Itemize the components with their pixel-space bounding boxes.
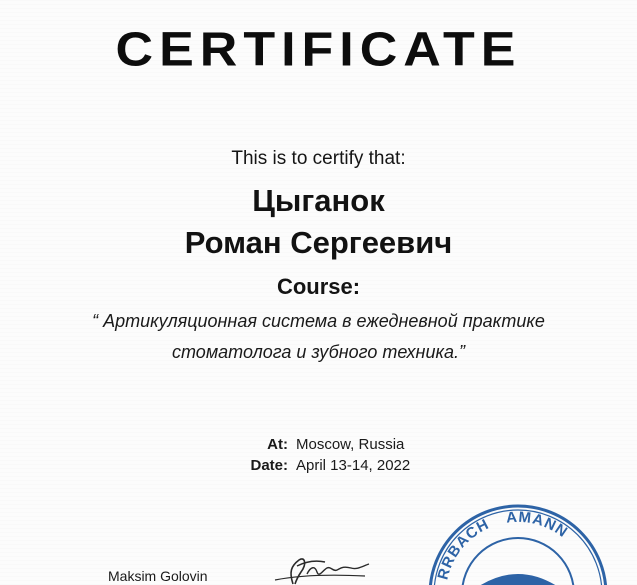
course-title-line-1: “ Артикуляционная система в ежедневной практике [92, 311, 545, 331]
certificate-title: CERTIFICATE [115, 23, 522, 77]
handwritten-signature [255, 526, 375, 585]
date-value: April 13-14, 2022 [296, 457, 411, 474]
recipient-given-names: Роман Сергеевич [184, 225, 453, 260]
svg-text:RRBACH AMANN [434, 509, 571, 582]
company-seal [428, 502, 608, 585]
certify-statement: This is to certify that: [231, 148, 406, 169]
location-label: At: [267, 436, 288, 453]
seal-text-right: AMANN [505, 508, 572, 542]
signer-name: Maksim Golovin [108, 568, 208, 584]
location-row [0, 436, 637, 456]
course-label: Course: [276, 274, 361, 299]
location-value: Moscow, Russia [296, 436, 405, 453]
course-title-line-2: стоматолога и зубного техника.” [172, 342, 465, 362]
date-label: Date: [250, 457, 288, 474]
seal-text-left: RRBACH [434, 515, 493, 582]
date-row [0, 457, 637, 477]
seal-logo-icon [476, 574, 560, 585]
recipient-surname: Цыганок [252, 183, 385, 218]
